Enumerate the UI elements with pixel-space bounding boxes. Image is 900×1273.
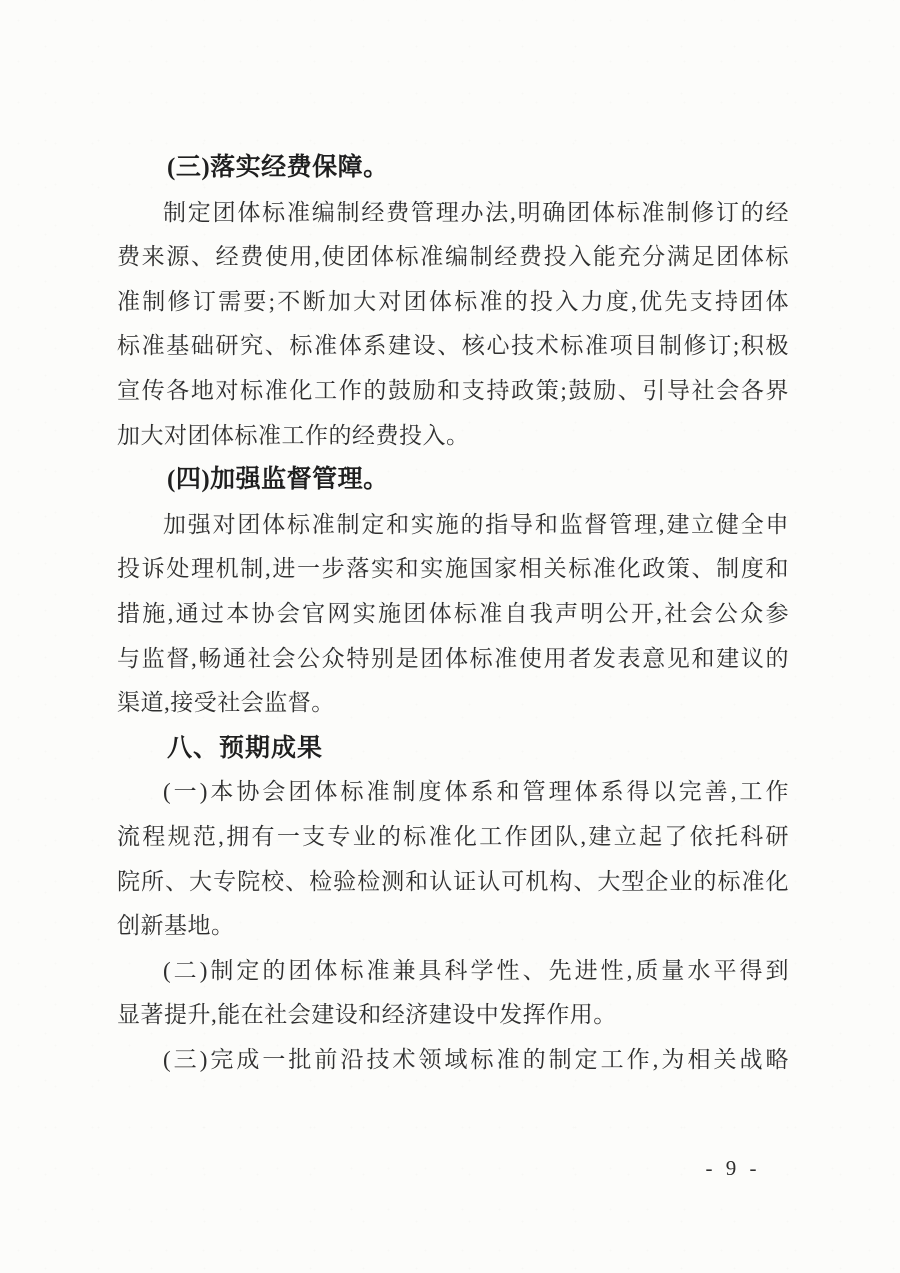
- paragraph-line: 加大对团体标准工作的经费投入。: [117, 422, 470, 448]
- paragraph-line: 显著提升,能在社会建设和经济建设中发挥作用。: [117, 1002, 617, 1028]
- paragraph-line: (一)本协会团体标准制度体系和管理体系得以完善,工作: [163, 779, 789, 805]
- paragraph-line: 加强对团体标准制定和实施的指导和监督管理,建立健全申: [163, 511, 789, 537]
- paragraph-line: 准制修订需要;不断加大对团体标准的投入力度,优先支持团体: [117, 288, 789, 314]
- paragraph-line: 标准基础研究、标准体系建设、核心技术标准项目制修订;积极: [117, 333, 789, 359]
- paragraph-line: 渠道,接受社会监督。: [117, 690, 335, 716]
- chapter-heading-8: 八、预期成果: [167, 733, 324, 762]
- paragraph-line: (三)完成一批前沿技术领域标准的制定工作,为相关战略: [163, 1046, 789, 1072]
- paragraph-line: 创新基地。: [117, 913, 235, 939]
- section-heading-4: (四)加强监督管理。: [167, 466, 389, 494]
- paragraph-line: 院所、大专院校、检验检测和认证认可机构、大型企业的标准化: [117, 868, 789, 894]
- paragraph-line: 宣传各地对标准化工作的鼓励和支持政策;鼓励、引导社会各界: [117, 377, 789, 403]
- page-number: - 9 -: [705, 1156, 761, 1180]
- paragraph-line: 制定团体标准编制经费管理办法,明确团体标准制修订的经: [163, 199, 789, 225]
- paragraph-line: 流程规范,拥有一支专业的标准化工作团队,建立起了依托科研: [117, 823, 789, 849]
- paragraph-line: 投诉处理机制,进一步落实和实施国家相关标准化政策、制度和: [117, 556, 789, 582]
- section-heading-3: (三)落实经费保障。: [167, 154, 389, 181]
- paragraph-line: 费来源、经费使用,使团体标准编制经费投入能充分满足团体标: [117, 244, 789, 270]
- document-text-block: [117, 146, 789, 1082]
- paragraph-line: 与监督,畅通社会公众特别是团体标准使用者发表意见和建议的: [117, 645, 789, 671]
- paragraph-line: (二)制定的团体标准兼具科学性、先进性,质量水平得到: [163, 957, 789, 983]
- paragraph-line: 措施,通过本协会官网实施团体标准自我声明公开,社会公众参: [117, 600, 789, 626]
